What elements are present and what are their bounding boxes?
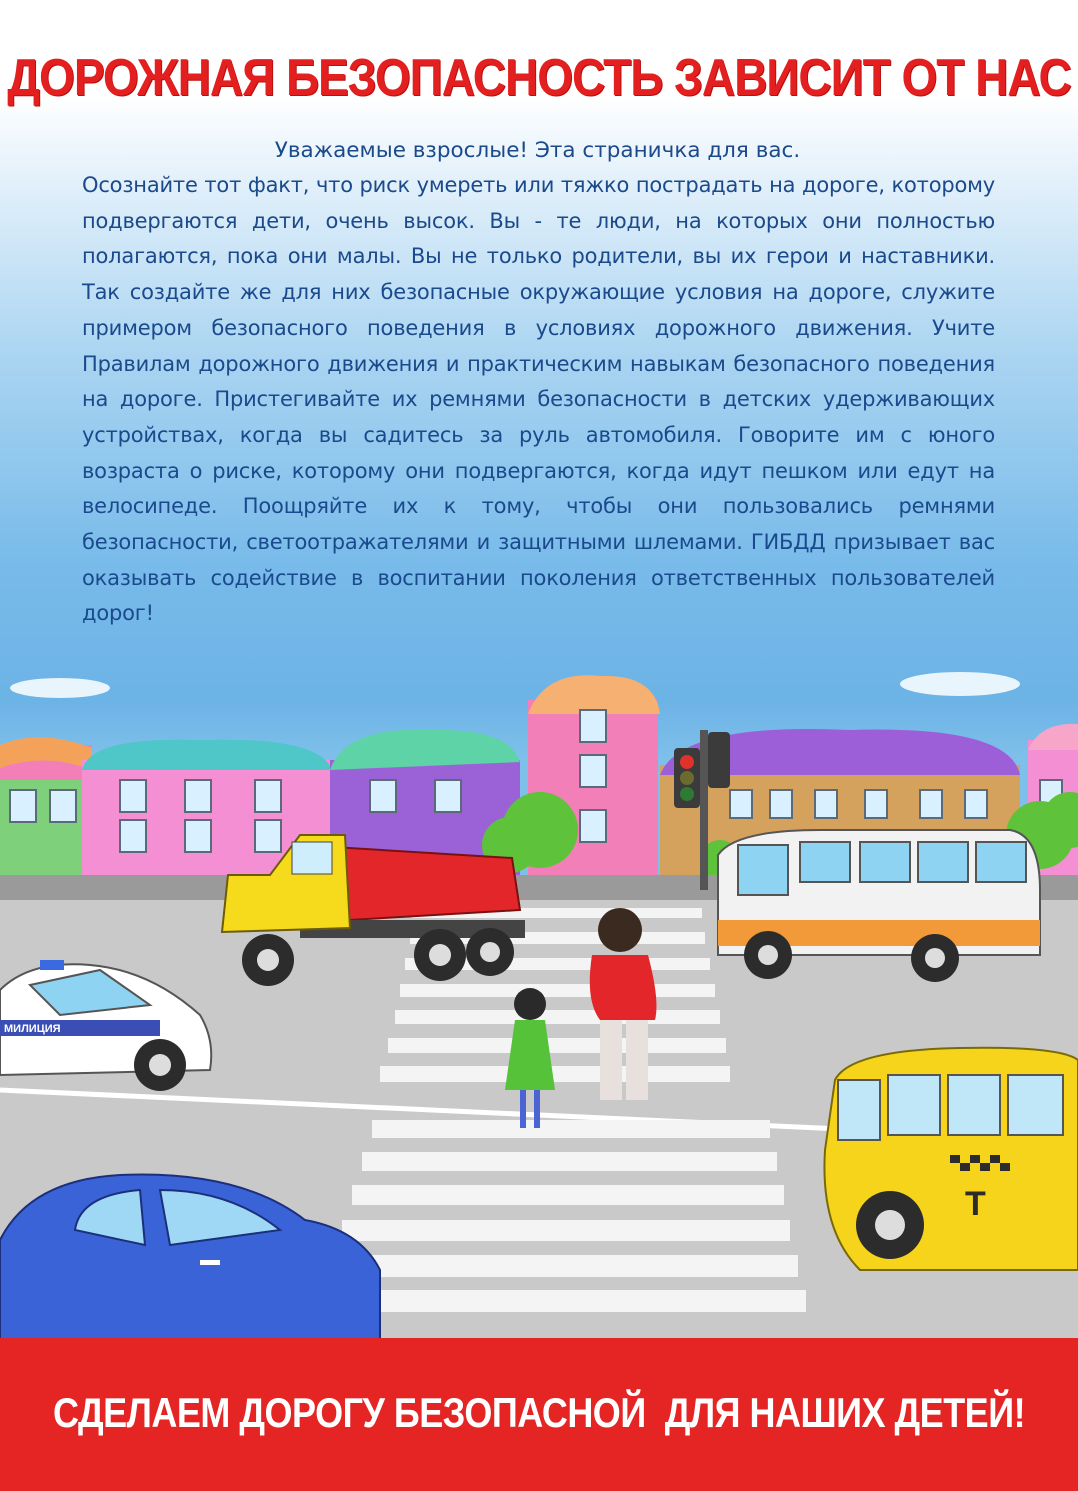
footer-slogan: СДЕЛАЕМ ДОРОГУ БЕЗОПАСНОЙ ДЛЯ НАШИХ ДЕТЕЙ! [52,1388,1026,1436]
appeal-paragraph: Осознайте тот факт, что риск умереть или тяжко пострадать на дороге, которому подвергаются дети, очень высок. Вы - те люди, на которых они полностью полагаются, пока они малы. Вы не только родители, вы их герои и наставники. Так создайте же для них безопасные окружающие условия на дороге, служите примером безопасного поведения в условиях дорожного движения. Учите Правилам дорожного движения и практическим навыкам безопасного поведения на дороге. Пристегивайте их ремнями безопасности в детских удерживающих устройствах, когда вы садитесь за руль автомобиля. Говорите им с юного возраста о риске, которому они подвергаются, когда идут пешком или едут на велосипеде. Поощряйте их к тому, чтобы они пользовались ремнями безопасности, светоотражателями и защитными шлемами. ГИБДД призывает вас оказывать содействие в воспитании поколения ответственных пользователей дорог! [82,173,995,626]
greeting-line: Уважаемые взрослые! Эта страничка для вас. [274,138,801,163]
poster-title: ДОРОЖНАЯ БЕЗОПАСНОСТЬ ЗАВИСИТ ОТ НАС [7,47,1071,107]
street-scene-illustration [0,670,1078,1340]
taxi-letter: Т [965,1185,986,1223]
clouds [10,672,1020,698]
footer-banner [0,1338,1078,1491]
police-car-label: МИЛИЦИЯ [4,1023,61,1035]
taxi [824,1048,1078,1270]
